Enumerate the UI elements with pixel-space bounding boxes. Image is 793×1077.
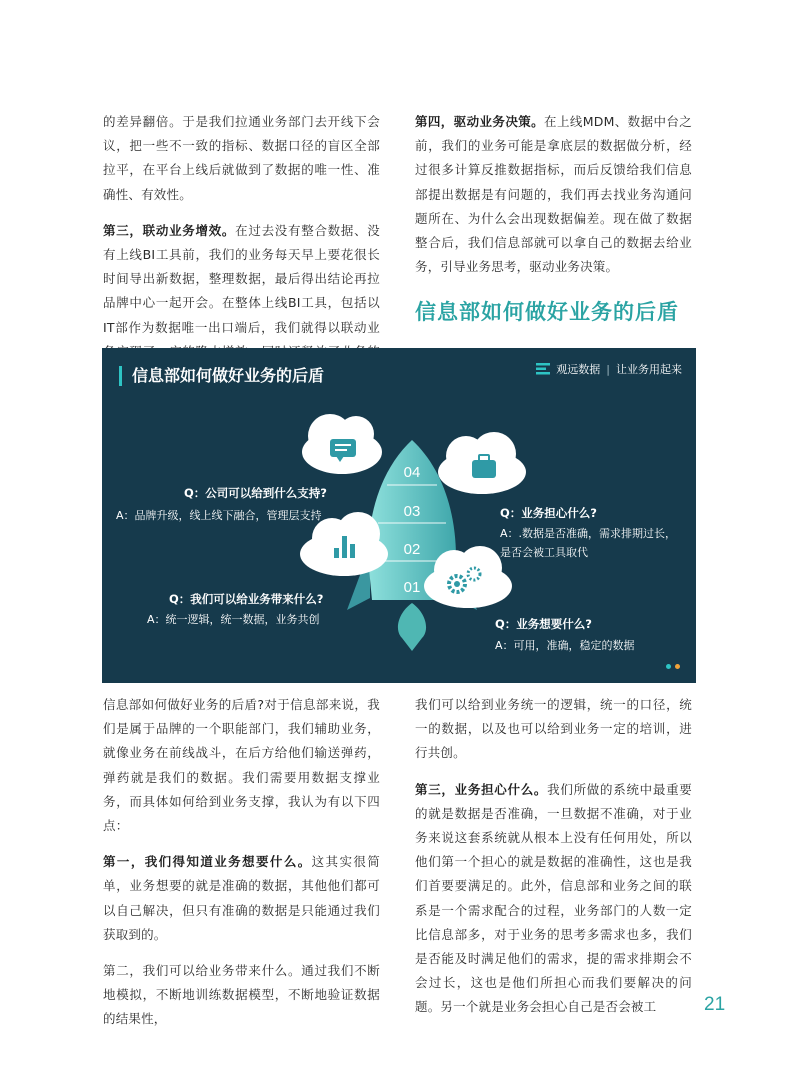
paragraph: 我们可以给到业务统一的逻辑，统一的口径，统一的数据，以及也可以给到业务一定的培训，进行共创。 (415, 697, 692, 761)
stage-number: 02 (403, 541, 421, 558)
question: Q：业务担心什么? (500, 506, 597, 520)
stage-number: 01 (403, 579, 421, 596)
right-column-bottom (415, 693, 692, 1032)
cloud-top-left (302, 414, 382, 474)
brand-separator: | (606, 362, 610, 376)
brand-logo-icon (536, 362, 550, 376)
answer: A：品牌升级，线上线下融合，管理层支持 (116, 509, 322, 522)
rocket-flame (398, 603, 426, 651)
paragraph: 第二，我们可以给业务带来什么。通过我们不断地模拟，不断地训练数据模型，不断地验证数据的结果性， (103, 963, 380, 1027)
answer: A：.数据是否准确，需求排期过长，是否会被工具取代 (500, 527, 677, 559)
paragraph-body: 这其实很简单，业务想要的就是准确的数据，其他他们都可以自己解决，但只有准确的数据是只能通过我们获取到的。 (103, 854, 380, 942)
paragraph-lead: 第三，业务担心什么。 (415, 781, 548, 797)
paragraph (415, 778, 692, 1020)
paragraph-lead: 第一，我们得知道业务想要什么。 (103, 854, 312, 870)
paragraph-body: 在过去没有整合数据、没有上线BI工具前，我们的业务每天早上要花很长时间导出新数据，整理数据，最后得出结论再拉品牌中心一起开会。在整体上线BI工具，包括以IT部作为数据唯一出口端后，我们就得以联动业 (103, 222, 380, 335)
chat-icon (330, 439, 356, 457)
question: Q：我们可以给业务带来什么? (169, 592, 324, 606)
left-column-bottom (103, 693, 380, 1044)
right-column-top (415, 110, 692, 291)
paragraph-lead: 第四，驱动业务决策。 (415, 114, 545, 129)
briefcase-icon (472, 460, 496, 478)
paragraph-body: 在上线MDM、数据中台之前，我们的业务可能是拿底层的数据做分析，经过很多计算反推数据指标，而后反馈给我们信息部提出数据是有问题的，我们再去找业务沟通问题所在、为什么会出现数据偏差。现在做了数据整合后，我们信息部就可以拿自己的数据去给业务，引导业务思考，驱动业务决策。 (415, 114, 692, 275)
answer: A：可用，准确，稳定的数据 (495, 639, 635, 652)
infographic (102, 348, 696, 683)
stage-number: 03 (403, 503, 421, 520)
decorative-dots (666, 664, 680, 669)
paragraph (103, 850, 380, 947)
section-heading: 信息部如何做好业务的后盾 (415, 300, 679, 324)
paragraph-lead: 第三，联动业务增效。 (103, 222, 236, 238)
brand-slogan: 让业务用起来 (616, 363, 682, 376)
paragraph: 信息部如何做好业务的后盾?对于信息部来说，我们是属于品牌的一个职能部门，我们辅助业务，就像业务在前线战斗，在后方给他们输送弹药，弹药就是我们的数据。我们需要用数据支撑业务，而具体如何给到业务支撑，我认为有以下四点： (103, 697, 380, 834)
stage-number: 04 (403, 464, 421, 481)
page-number: 21 (704, 994, 726, 1015)
brand-name: 观远数据 (556, 363, 601, 376)
cloud-top-right (438, 432, 526, 494)
answer: A：统一逻辑，统一数据，业务共创 (147, 613, 320, 626)
question: Q：公司可以给到什么支持? (184, 486, 327, 500)
brand (536, 361, 682, 377)
paragraph (415, 110, 692, 279)
paragraph-body: 我们所做的系统中最重要的就是数据是否准确，一旦数据不准确，对于业务来说这套系统就从根本上没有任何用处，所以他们第一个担心的就是数据的准确性，这也是我们首要要满足的。此外，信息部和业务之间的联系是一个需求配合的过程，业务部门的人数一定比信息部多，对于业务的思考多需求也多，我们是否能及时满足他们的需求，提的需求排期会不会过长，这也是他们所担心而我们要解决的问题。另一个就是业务会担心自己是否会被工 (415, 781, 692, 1015)
question: Q：业务想要什么? (495, 617, 592, 631)
infographic-title: 信息部如何做好业务的后盾 (119, 366, 324, 386)
paragraph: 的差异翻倍。于是我们拉通业务部门去开线下会议，把一些不一致的指标、数据口径的盲区全部拉平，在平台上线后就做到了数据的唯一性、准确性、有效性。 (103, 114, 380, 202)
